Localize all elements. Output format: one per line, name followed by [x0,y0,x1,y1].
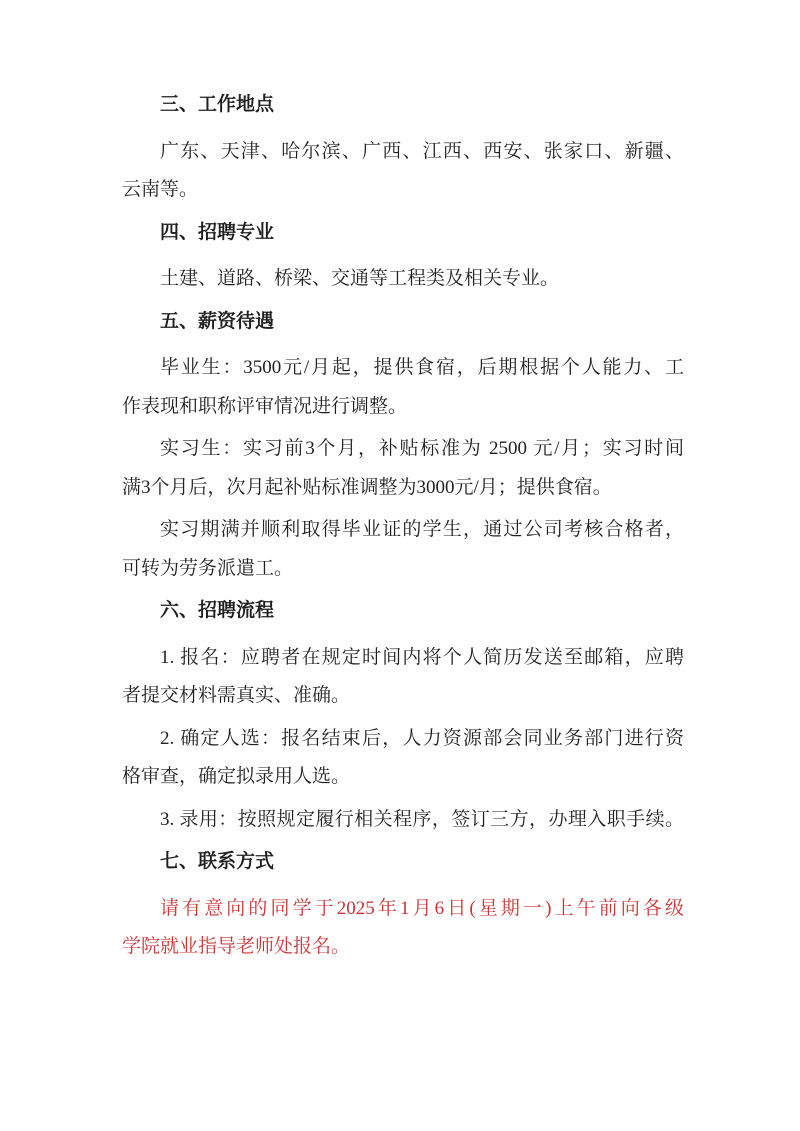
text-line: 2. 确定人选：报名结束后，人力资源部会同业务部门进行资 [160,727,684,749]
heading-contact [122,843,684,882]
heading-recruit-major [122,214,684,253]
heading-salary [122,303,684,342]
body-process-step-3 [122,801,684,840]
text-line: 满3个月后，次月起补贴标准调整为3000元/月；提供食宿。 [122,476,612,498]
body-recruit-major [122,260,684,299]
text-line: 实习期满并顺利取得毕业证的学生，通过公司考核合格者， [160,519,684,540]
text-line: 格审查，确定拟录用人选。 [122,766,351,787]
text-line: 实习生：实习前3个月，补贴标准为 2500 元/月；实习时间 [160,438,684,459]
body-contact-notice [122,890,684,967]
heading-text: 六、招聘流程 [160,600,275,621]
document-content [122,86,684,971]
body-salary-intern [122,430,684,507]
text-line: 可转为劳务派遣工。 [122,557,294,579]
text-line: 云南等。 [122,179,199,200]
text-line: 土建、道路、桥梁、交通等工程类及相关专业。 [160,268,560,289]
body-process-step-2 [122,720,684,797]
text-line: 请有意向的同学于2025年1月6日(星期一)上午前向各级 [160,897,684,919]
heading-process [122,592,684,631]
heading-text: 七、联系方式 [160,851,275,872]
body-process-step-1 [122,639,684,716]
text-line: 3. 录用：按照规定履行相关程序，签订三方，办理入职手续。 [160,808,684,830]
heading-work-location [122,86,684,125]
text-line: 1. 报名：应聘者在规定时间内将个人简历发送至邮箱，应聘 [160,646,684,668]
heading-text: 三、工作地点 [160,94,275,115]
text-line: 作表现和职称评审情况进行调整。 [122,395,408,417]
heading-text: 四、招聘专业 [160,221,275,243]
text-line: 学院就业指导老师处报名。 [122,936,351,957]
heading-text: 五、薪资待遇 [160,310,275,332]
text-line: 者提交材料需真实、准确。 [122,685,351,706]
text-line: 广东、天津、哈尔滨、广西、江西、西安、张家口、新疆、 [160,140,684,162]
body-salary-conversion [122,511,684,588]
body-work-location [122,133,684,210]
body-salary-graduate [122,349,684,426]
text-line: 毕业生：3500元/月起，提供食宿，后期根据个人能力、工 [160,357,684,378]
